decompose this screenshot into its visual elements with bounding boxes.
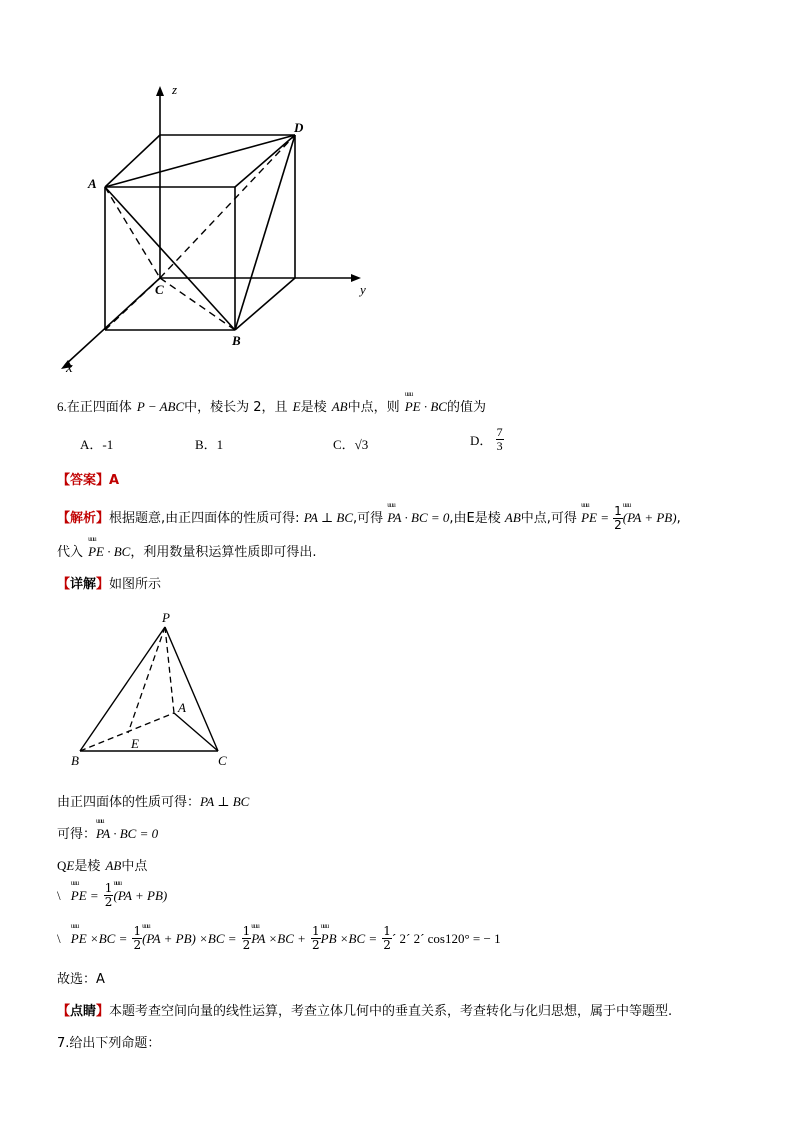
point-d-label: D <box>294 120 304 135</box>
cube-figure <box>55 80 385 380</box>
question-7-stem: 7.给出下列命题： <box>57 1036 161 1051</box>
point-c2-label: C <box>218 753 227 768</box>
point-b-label: B <box>232 333 241 348</box>
analysis-line-1: 【解析】根据题意,由正四面体的性质可得: PA ⊥ BC,可得 uuu PA · BC = 0,由E是棱 AB中点,可得 uuu PE = $\frac{1}{2}$ uuu (PA + PB), <box>57 505 681 532</box>
option-a: A．-1 <box>80 437 114 452</box>
option-c: C．√3 <box>333 437 369 452</box>
point-p-label: P <box>162 610 170 625</box>
tetrahedron-figure <box>70 615 240 765</box>
axis-z-label: z <box>172 82 178 97</box>
step-4: \ uuu PE = $\frac{1}{2}$ uuu (PA + PB) <box>57 882 167 909</box>
option-b: B．1 <box>195 437 224 452</box>
step-5: \ uuu PE ×BC = $\frac{1}{2}$ uuu (PA + PB) ×BC = $\frac{1}{2}$ uuu PA ×BC + $\frac{1}{2}$ uuu PB ×BC = $\frac{1}{2}$ ´ 2´ 2´ cos120° = − 1 <box>57 925 501 952</box>
point-b2-label: B <box>71 753 79 768</box>
option-d: D． $\frac{7}{3}$ <box>470 425 503 453</box>
step-1: 由正四面体的性质可得：PA ⊥ BC <box>57 794 250 810</box>
step-3: QE是棱 AB中点 <box>57 858 148 874</box>
axis-y-label: y <box>360 282 366 297</box>
point-c-label: C <box>155 282 164 297</box>
question-6-stem: 6.在正四面体 P − ABC中，棱长为 2，且 E是棱 AB中点，则 uuu PE · BC的值为 <box>57 396 486 415</box>
step-6: 故选：A <box>57 972 105 987</box>
comment-line: 【点睛】本题考查空间向量的线性运算，考查立体几何中的垂直关系，考查转化与化归思想，属于中等题型. <box>57 1004 673 1019</box>
point-e-label: E <box>131 736 139 751</box>
analysis-line-2: 代入 uuu PE · BC，利用数量积运算性质即可得出. <box>57 541 317 560</box>
detail-line: 【详解】如图所示 <box>57 577 162 592</box>
answer-line: 【答案】A <box>57 473 120 488</box>
axis-x-label: x <box>66 360 73 376</box>
step-2: 可得：uuu PA · BC = 0 <box>57 823 158 842</box>
x-axis <box>65 278 160 365</box>
point-a-label: A <box>88 176 97 191</box>
point-a2-label: A <box>178 700 186 715</box>
